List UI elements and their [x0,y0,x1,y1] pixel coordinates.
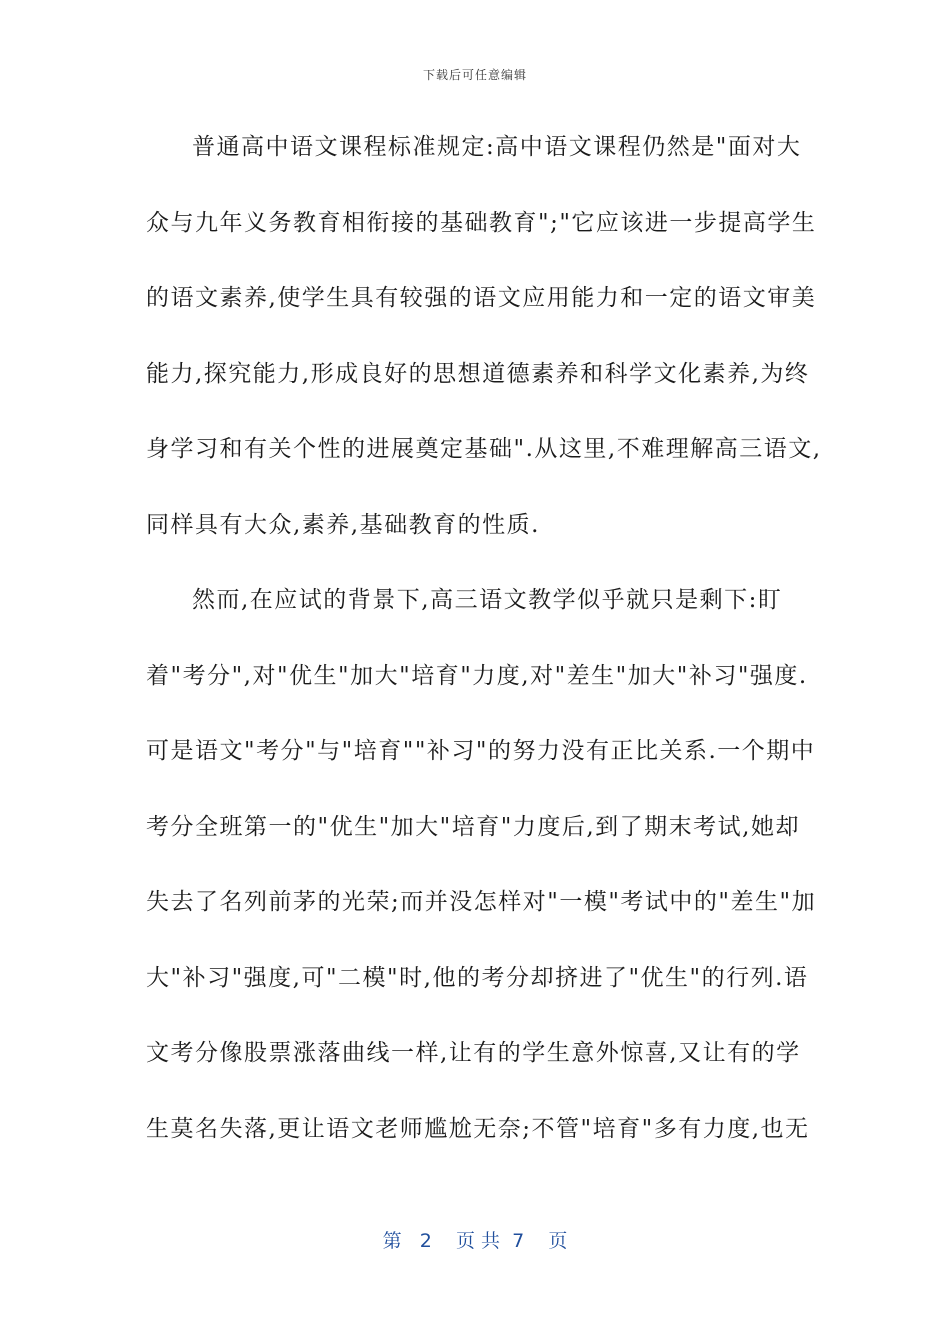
paragraph-2-line-4: 考分全班第一的"优生"加大"培育"力度后,到了期末考试,她却 [146,813,800,840]
paragraph-2-line-5: 失去了名列前茅的光荣;而并没怎样对"一模"考试中的"差生"加 [146,889,817,915]
paragraph-1-line-6: 同样具有大众,素养,基础教育的性质. [146,511,540,538]
paragraph-1-line-2: 众与九年义务教育相衔接的基础教育";"它应该进一步提高学生 [146,209,817,236]
paragraph-1-line-4: 能力,探究能力,形成良好的思想道德素养和科学文化素养,为终 [146,360,810,387]
paragraph-1-line-5: 身学习和有关个性的进展奠定基础".从这里,不难理解高三语文, [146,436,822,462]
paragraph-2-line-3: 可是语文"考分"与"培育""补习"的努力没有正比关系.一个期中 [146,738,816,764]
paragraph-1-line-1: 普通高中语文课程标准规定:高中语文课程仍然是"面对大 [192,134,802,160]
body-text [146,124,822,1181]
paragraph-2-line-8: 生莫名失落,更让语文老师尴尬无奈;不管"培育"多有力度,也无 [146,1115,810,1142]
paragraph-2-line-1: 然而,在应试的背景下,高三语文教学似乎就只是剩下:盯 [192,587,783,613]
paragraph-2-line-7: 文考分像股票涨落曲线一样,让有的学生意外惊喜,又让有的学 [146,1040,801,1066]
paragraph-2-line-6: 大"补习"强度,可"二模"时,他的考分却挤进了"优生"的行列.语 [146,964,809,991]
paragraph-2-line-2: 着"考分",对"优生"加大"培育"力度,对"差生"加大"补习"强度. [146,662,808,689]
header-note: 下载后可任意编辑 [422,68,527,82]
paragraph-1-line-3: 的语文素养,使学生具有较强的语文应用能力和一定的语文审美 [146,285,817,311]
page-number-footer: 第 2 页 共 7 页 [382,1230,568,1252]
